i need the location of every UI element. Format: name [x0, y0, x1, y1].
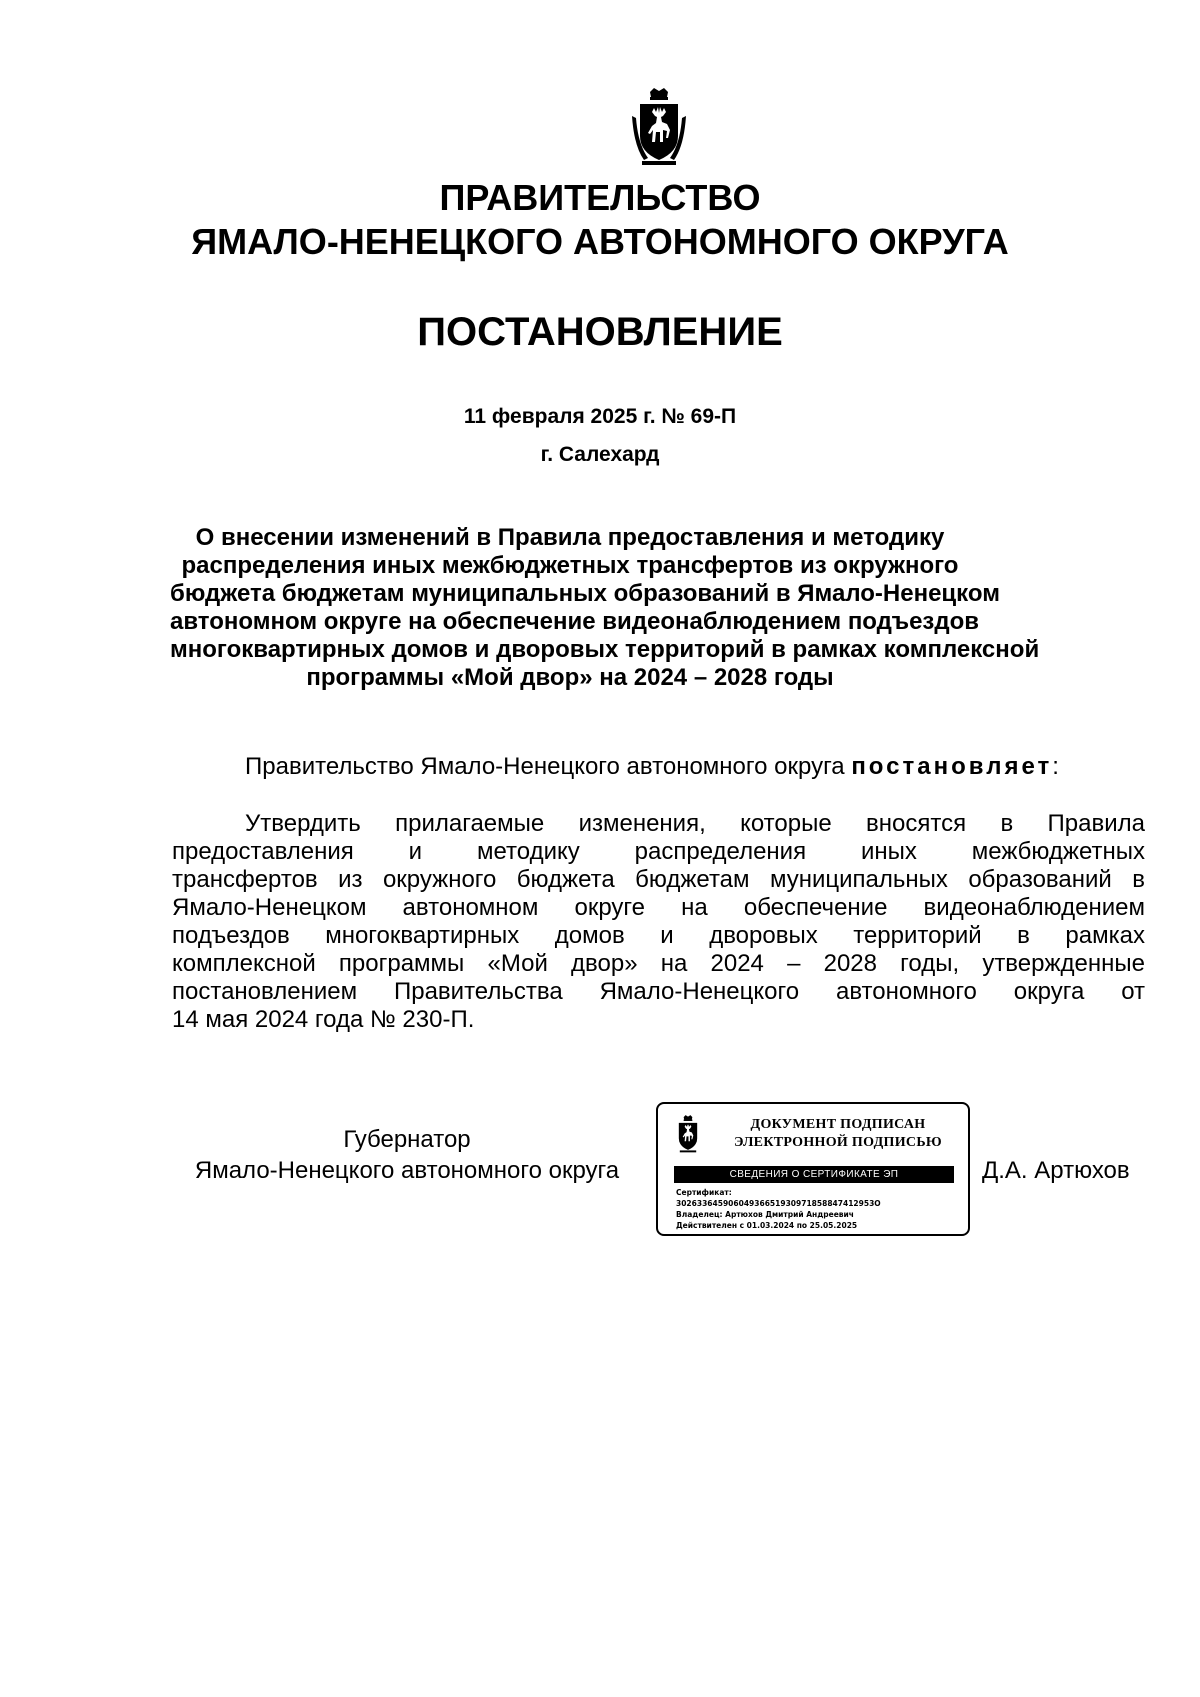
- electronic-signature-stamp: [656, 1102, 970, 1236]
- body-line: постановлением Правительства Ямало-Ненецкого автономного округа от: [172, 978, 1145, 1005]
- body-line: комплексной программы «Мой двор» на 2024 – 2028 годы, утвержденные: [172, 950, 1145, 977]
- preamble: [245, 753, 1059, 781]
- subject-line: О внесении изменений в Правила предоставления и методику: [195, 524, 945, 551]
- government-region: ЯМАЛО-НЕНЕЦКОГО АВТОНОМНОГО ОКРУГА: [191, 221, 1009, 262]
- subject-line: многоквартирных домов и дворовых территорий в рамках комплексной: [170, 636, 1040, 663]
- subject-line: автономном округе на обеспечение видеонаблюдением подъездов: [170, 608, 979, 635]
- signer-position: [172, 1124, 642, 1186]
- preamble-suffix: :: [1052, 753, 1059, 780]
- signer-region: Ямало-Ненецкого автономного округа: [194, 1157, 620, 1184]
- certificate-details: [676, 1187, 881, 1231]
- stamp-heading-line: ЭЛЕКТРОННОЙ ПОДПИСЬЮ: [734, 1135, 942, 1150]
- coat-of-arms-icon: [630, 86, 688, 168]
- body-line: предоставления и методику распределения иных межбюджетных: [172, 838, 1145, 865]
- body-line: Ямало-Ненецком автономном округе на обеспечение видеонаблюдением: [172, 894, 1145, 921]
- certificate-validity: Действителен с 01.03.2024 по 25.05.2025: [676, 1221, 858, 1230]
- body-line: Утвердить прилагаемые изменения, которые вносятся в Правила: [245, 810, 1145, 837]
- subject-line: программы «Мой двор» на 2024 – 2028 годы: [306, 664, 834, 691]
- certificate-owner: Владелец: Артюхов Дмитрий Андреевич: [676, 1210, 854, 1219]
- body-line: подъездов многоквартирных домов и дворовых территорий в рамках: [172, 922, 1145, 949]
- certificate-info-bar: СВЕДЕНИЯ О СЕРТИФИКАТЕ ЭП: [674, 1166, 954, 1183]
- document-place: г. Салехард: [540, 443, 660, 466]
- stamp-heading-line: ДОКУМЕНТ ПОДПИСАН: [750, 1117, 926, 1132]
- subject-line: бюджета бюджетам муниципальных образований в Ямало-Ненецком: [170, 580, 1000, 607]
- signer-name: Д.А. Артюхов: [982, 1157, 1130, 1184]
- subject-line: распределения иных межбюджетных трансфертов из окружного: [181, 552, 959, 579]
- document-type: ПОСТАНОВЛЕНИЕ: [417, 310, 783, 354]
- body-line: трансфертов из окружного бюджета бюджетам муниципальных образований в: [172, 866, 1145, 893]
- government-title: ПРАВИТЕЛЬСТВО: [439, 177, 761, 218]
- document-subject: [170, 524, 1040, 692]
- signer-title: Губернатор: [343, 1126, 471, 1153]
- certificate-label: Сертификат:: [676, 1188, 732, 1197]
- document-date-number: 11 февраля 2025 г. № 69-П: [463, 405, 737, 428]
- coat-of-arms-icon: [674, 1114, 702, 1154]
- certificate-number: 30263364590604936651930971858847412953O: [676, 1199, 881, 1208]
- resolution-body: [172, 810, 1145, 1034]
- preamble-keyword: постановляет: [851, 753, 1053, 780]
- body-line: 14 мая 2024 года № 230-П.: [172, 1006, 475, 1033]
- preamble-text: Правительство Ямало-Ненецкого автономного округа: [245, 753, 852, 780]
- stamp-heading: [718, 1116, 958, 1152]
